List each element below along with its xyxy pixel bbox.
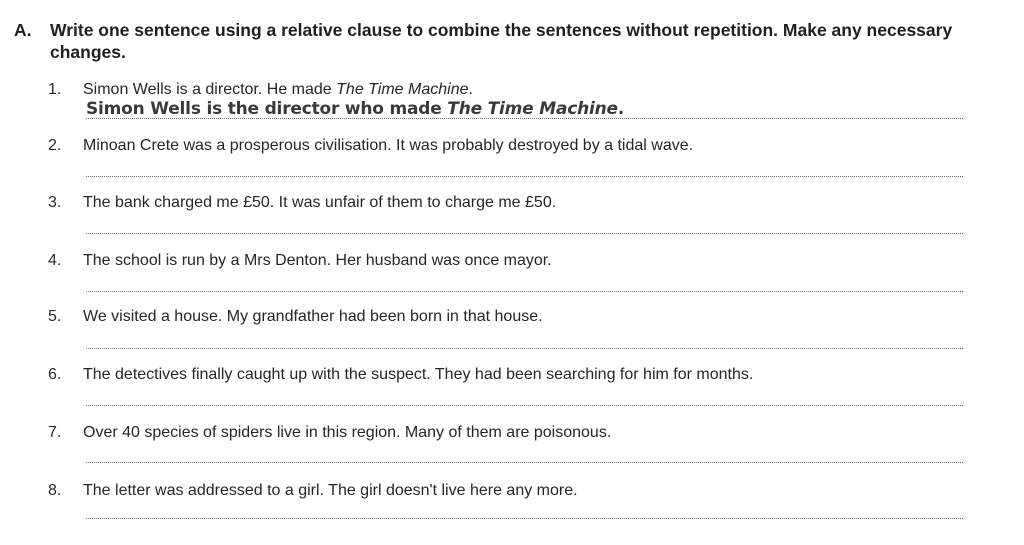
item-number: 5. — [48, 308, 62, 325]
answer-line[interactable] — [86, 118, 963, 119]
item-sentence-title: The Time Machine — [336, 81, 469, 98]
item-sentence: The detectives finally caught up with the suspect. They had been searching for him for months. — [83, 366, 754, 383]
item-sentence: We visited a house. My grandfather had been born in that house. — [83, 308, 543, 325]
item-number: 6. — [48, 366, 62, 383]
item-sentence-part: Simon Wells is a director. He made — [83, 81, 337, 98]
example-answer-part: Simon Wells is the director who made — [86, 99, 448, 119]
item-sentence-end: . — [468, 81, 473, 98]
item-sentence: The letter was addressed to a girl. The girl doesn't live here any more. — [83, 482, 578, 499]
answer-line[interactable] — [86, 518, 963, 519]
item-number: 7. — [48, 424, 62, 441]
item-sentence: The bank charged me £50. It was unfair of them to charge me £50. — [83, 194, 557, 211]
answer-line[interactable] — [86, 233, 963, 234]
item-sentence: The school is run by a Mrs Denton. Her husband was once mayor. — [83, 252, 552, 269]
example-answer-end: . — [617, 99, 625, 119]
item-number: 4. — [48, 252, 62, 269]
item-number: 3. — [48, 194, 62, 211]
answer-line[interactable] — [86, 462, 963, 463]
exercise-instruction: Write one sentence using a relative clause to combine the sentences without repetition. Make any necessary changes. — [50, 20, 953, 62]
item-sentence — [83, 80, 473, 100]
item-number: 8. — [48, 482, 62, 499]
example-answer — [86, 99, 624, 119]
example-answer-title: The Time Machine — [447, 99, 618, 119]
item-sentence: Over 40 species of spiders live in this region. Many of them are poisonous. — [83, 424, 612, 441]
answer-line[interactable] — [86, 291, 963, 292]
exercise-letter: A. — [14, 20, 32, 40]
answer-line[interactable] — [86, 405, 963, 406]
answer-line[interactable] — [86, 348, 963, 349]
answer-line[interactable] — [86, 176, 963, 177]
item-sentence: Minoan Crete was a prosperous civilisation. It was probably destroyed by a tidal wave. — [83, 137, 694, 154]
item-number: 1. — [48, 81, 62, 98]
item-number: 2. — [48, 137, 62, 154]
